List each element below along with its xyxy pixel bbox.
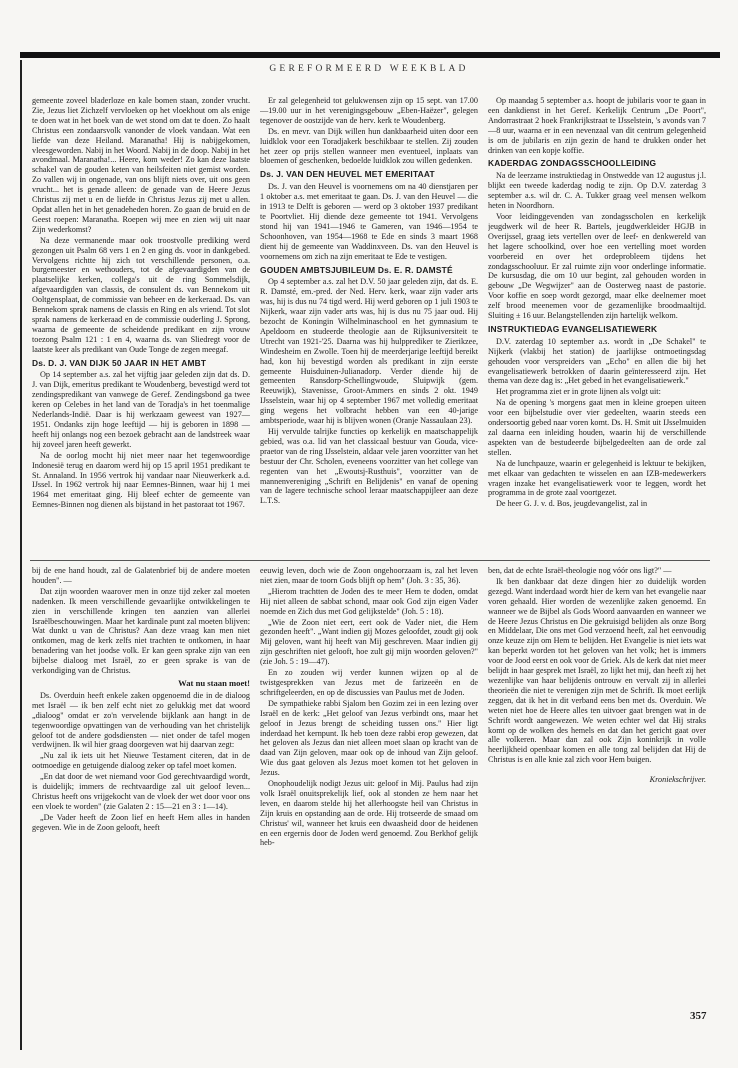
- upper-column-2: [260, 96, 478, 556]
- paragraph: Hij vervulde talrijke functies op kerkelijk en maatschappelijk gebied, was o.a. lid van het classicaal bestuur van Gouda, vice-praetor van de ring IJsselstein, aldaar vele jaren voorzitter van het bestuur der Chr. Scholen, eveneens voorzitter van het college van regenten van het „Ewoutsj-Rusthuis", voorzitter van de mannenvereniging „Schrift en Belijdenis" en vanaf de opening van de lagere technische school leraar maatschappijleer aan deze L.T.S.: [260, 427, 478, 506]
- page-number: 357: [690, 1010, 707, 1022]
- section-divider: [30, 560, 710, 561]
- paragraph: Na deze vermanende maar ook troostvolle prediking werd gezongen uit Psalm 68 vers 1 en 2 en ging ds. voor in dankgebed. Vervolgens richtte hij zich tot verschillende personen, o.a. burgemeester en wethouders, tot de afgevaardigden van de plaatselijke kerken, collega's uit de ring Sommelsdijk, afgevaardigden van classis, de consulent ds. van Bennekom uit Ooltgensplaat, de commissie van beheer en de kerkeraad. Ds. van Bennekom sprak namens de classis en Ring en als vriend. Tot slot sprak namens de kerkeraad en de commissie ouderling J. Sprong, waarna de gemeente de scheidende predikant en zijn vrouw toezong Psalm 121 : 1 en 4, waarna ds. van Sliedregt voor de laatste keer als predikant van Oude Tonge de zegen meegaf.: [32, 235, 250, 354]
- paragraph: En zo zouden wij verder kunnen wijzen op al de twistgesprekken van Jezus met de farizeeën en de schriftgeleerden, en op de discussies van Paulus met de Joden.: [260, 668, 478, 697]
- lower-column-3: [488, 566, 706, 1006]
- paragraph: bij de ene hand houdt, zal de Galatenbrief bij de andere moeten houden". —: [32, 566, 250, 585]
- running-header: GEREFORMEERD WEEKBLAD: [269, 64, 469, 74]
- author-signature: Kroniekschrijver.: [649, 775, 706, 785]
- paragraph: Dat zijn woorden waarover men in onze tijd zeker zal moeten nadenken. Ik meen verschillende gevaarlijke ontwikkelingen te zien in verschillende kringen ten aanzien van allerlei Israëlbeschouwingen. Maar het kardinale punt zal moeten blijven: Wat dunkt u van de Christus? Aan deze vraag kan men niet ontkomen, mag de kerk zelfs niet trachten te ontkomen, in haar benadering van het joodse volk. Er kan geen sprake zijn van een bijbelse dialoog met Israël, zo er geen sprake is van de verkondiging van de Christus.: [32, 586, 250, 676]
- paragraph: „Nu zal ik iets uit het Nieuwe Testament citeren, dat in de ootmoedige en getuigende dialoog zeker op tafel moet komen.: [32, 751, 250, 771]
- lower-column-2: [260, 566, 478, 1006]
- header-rule: [20, 52, 720, 58]
- paragraph: „De Vader heeft de Zoon lief en heeft Hem alles in handen gegeven. Wie in de Zoon gelooft, heeft: [32, 812, 250, 832]
- paragraph: gemeente zoveel bladerloze en kale bomen staan, zonder vrucht. Zie, Jezus liet Zichzelf vervloeken op het vloekhout om als enige te doen wat in het boek van de wet stond om dat te doen. Zo haalt Christus een zondaarsvolk vanonder de vloek vandaan. Wat een liefde van deze Heiland. Maranatha! Hij is nabijgekomen, vleesgeworden. Nabij in het Woord. Nabij in de doop. Nabij in het avondmaal. Maranatha!... Heere, kom weder! Zo kan deze laatste schakel van de gouden keten van heilsfeiten niet gemist worden. Zo vallen wij in ongenade, van ons blijft niets over, uit ons geen vrucht... het is genade alleen: de genade van de Heere Jezus Christus zij met u en de liefde in Christus Jezus zij met u allen. Opdat allen het in het genadeheden horen. Zo gaan de bruid en de Geest roepen: Maranatha. Roepen wij mee en zien wij uit naar Zijn wederkomst?: [32, 96, 250, 234]
- paragraph: Op 14 september a.s. zal het vijftig jaar geleden zijn dat ds. D. J. van Dijk, emeritus predikant te Woudenberg, bevestigd werd tot zendingspredikant van vanwege de Geref. Zendingsbond ga twee keren op Celebes in het land van de Toradja's in het toenmalige Nederlands-Indië. Daar is hij werkzaam geweest van 1927—1951. Ondanks zijn hoge leeftijd — hij is geboren in 1898 — heeft hij onlangs nog een bezoek gebracht aan de landstreek waar hij zoveel jaren heeft gewerkt.: [32, 370, 250, 449]
- paragraph: Er zal gelegenheid tot gelukwensen zijn op 15 sept. van 17.00—19.00 uur in het verenigingsgebouw „Eben-Haëzer", gelegen tegenover de oostzijde van de herv. kerk te Woudenberg.: [260, 96, 478, 125]
- paragraph: Het programma ziet er in grote lijnen als volgt uit:: [496, 387, 661, 397]
- lower-column-1: [32, 566, 250, 1006]
- paragraph: Na de lunchpauze, waarin er gelegenheid is lektuur te bekijken, met elkaar van gedachten te wisselen en aan IZB-medewerkers vragen inzake het evangelisatiewerk voor te leggen, wordt het programma in de grote zaal voortgezet.: [488, 458, 706, 498]
- paragraph: „Hierom trachtten de Joden des te meer Hem te doden, omdat Hij niet alleen de sabbat schond, maar ook God zijn eigen Vader noemde en Zich dus met God gelijkstelde" (Joh. 5 : 18).: [260, 586, 478, 616]
- paragraph: Ik ben dankbaar dat deze dingen hier zo duidelijk worden gezegd. Want inderdaad wordt hier de kern van het evangelie naar voren gehaald. Hier worden de wezenlijke zaken genoemd. En wanneer we de Bijbel als Gods Woord aanvaarden en wanneer we de Heere Jezus Christus en Die gekruisigd belijden als onze Borg en Middelaar, Die ons met God verzoend heeft, zal het eenvoudig onze keuze zijn om Hem te belijden. Het Evangelie is niet iets wat kan beperkt worden tot het geloven van het volk; het is immers voor de Jood eerst en ook voor de Griek. Als de kerk dat niet meer belijdt in haar gesprek met Israël, zo lijkt het mij, dan heeft zij het wezenlijke van haar belijdenis ontrouw en vervalt zij in allerlei theorieën die niet te verenigen zijn met de Schrift. Ik moet eerlijk zeggen, dat ik het in dit verband eens ben met ds. Overduin. We weten niet hoe de Heere alles ten uitvoer gaat brengen wat in de Schrift wordt aangewezen. We weten echter wel dat Hij straks komt op de wolken des hemels en dat dan het gericht gaat over alle volkeren. Maar dan zal ook Zijn koninkrijk in volle heerlijkheid openbaar komen en alle tong zal belijden dat Hij de Christus is en alle knie zal zich voor Hem buigen.: [488, 576, 706, 765]
- paragraph: Na de leerzame instruktiedag in Onstwedde van 12 augustus j.l. blijkt een tweede kaderdag nodig te zijn. Op D.V. zaterdag 3 september a.s. wil dr. C. A. Tukker graag veel mensen welkom heten in Noordhorn.: [488, 171, 706, 211]
- section-heading: KADERDAG ZONDAGSSCHOOLLEIDING: [488, 158, 657, 169]
- paragraph: Ds. Overduin heeft enkele zaken opgenoemd die in de dialoog met Israël — ik ben zelf echt niet zo gelukkig met dat woord „dialoog" omdat er zo'n vervelende bijklank aan hangt in de tegenwoordige opvattingen van de verhouding van het christelijk geloof tot de andere godsdiensten — niet onder de tafel mogen verdwijnen. Ik wil hier graag doorgeven wat hij daarvan zegt:: [32, 690, 250, 750]
- paragraph: eeuwig leven, doch wie de Zoon ongehoorzaam is, zal het leven niet zien, maar de toorn Gods blijft op hem" (Joh. 3 : 35, 36).: [260, 566, 478, 585]
- paragraph: De sympathieke rabbi Sjalom ben Gozim zei in een lezing over Israël en de kerk: „Het geloof van Jezus verbindt ons, maar het geloof in Jezus brengt de scheiding tussen ons." Hier ligt inderdaad het kernpunt. Ik heb toen deze rabbi erop gewezen, dat het geloven als Jezus dan niet alleen moet slaan op kracht van de daad van Zijn geloven, maar ook op de inhoud van Zijn geloof. Wie dus gaat geloven als Jezus moet komen tot het geloven in Jezus.: [260, 698, 478, 778]
- section-heading: GOUDEN AMBTSJUBILEUM Ds. E. R. DAMSTÉ: [260, 264, 453, 275]
- paragraph: Op maandag 5 september a.s. hoopt de jubilaris voor te gaan in een dankdienst in het Geref. Kerkelijk Centrum „De Poort", Andorrastraat 2 hoek Frankrijkstraat te IJsselstein, 's avonds van 7—8 uur, waarna er in een nevenzaal van dit centrum gelegenheid is om de jubilaris en zijn gezin de hand te drukken onder het drinken van een kopje koffie.: [488, 96, 706, 155]
- subheading: Wat nu staan moet!: [178, 677, 250, 688]
- paragraph: Na de oorlog mocht hij niet meer naar het tegenwoordige Indonesië terug en daarom werd hij op 15 april 1951 predikant te St. Annaland. In 1956 vertrok hij vandaar naar Nieuwerkerk a.d. IJssel. In 1962 vertrok hij naar Eemnes-Binnen, waar hij 1 mei 1964 met emeritaat ging. Hij bleef echter de gemeente van Eemnes-Binnen nog dienen als bijstand in het pastoraat tot 1967.: [32, 450, 250, 510]
- paragraph: „En dat door de wet niemand voor God gerechtvaardigd wordt, is duidelijk; immers de rechtvaardige zal uit geloof leven... Christus heeft ons vrijgekocht van de vloek der wet door voor ons een vloek te worden" (zie Galaten 2 : 15—21 en 3 : 1—14).: [32, 772, 250, 811]
- paragraph: „Wie de Zoon niet eert, eert ook de Vader niet, die Hem gezonden heeft". „Want indien gij Mozes geloofdet, zoudt gij ook Mij geloven, want hij heeft van Mij geschreven. Maar indien gij zijn geschriften niet gelooft, hoe zult gij mijn woorden geloven?" (zie Joh. 5 : 19—47).: [260, 617, 478, 667]
- paragraph: Na de opening 's morgens gaat men in kleine groepen uiteen voor een bijbelstudie over vier gedeelten, waarin steeds een ondersoortig gebed naar voren komt. Ds. H. Smit uit IJsselmuiden zal daarna een inleiding houden, waarin hij de verschillende aspekten van de bestudeerde bijbelgedeelten aan de orde zal stellen.: [488, 398, 706, 457]
- paragraph: De heer G. J. v. d. Bos, jeugdevangelist, zal in: [496, 499, 648, 509]
- paragraph: Onophoudelijk nodigt Jezus uit: geloof in Mij. Paulus had zijn volk Israël onuitsprekelijk lief, ook al stonden ze hem naar het leven, en daarom stelde hij het allerhoogste heil van Christus in Zijn kruis en opstanding aan de orde. Hij trotseerde de smaad om Christus' wil, wanneer het kruis een dwaasheid door de heidenen en een ergernis door de Joden werd genoemd. Zou Berkhof gelijk heb-: [260, 779, 478, 848]
- binding-edge: [20, 60, 22, 1050]
- paragraph: D.V. zaterdag 10 september a.s. wordt in „De Schakel" te Nijkerk (vlakbij het station) de jaarlijkse ontmoetingsdag gehouden voor verspreiders van „Echo" en allen die bij het evangelisatiewerk betrokken of daarin geïnteresseerd zijn. Het thema van deze dag is: „Het gebed in het evangelisatiewerk.": [488, 336, 706, 386]
- paragraph: Ds. en mevr. van Dijk willen hun dankbaarheid uiten door een luidklok voor een Toradjakerk beschikbaar te stellen. Zij zouden het zeer op prijs stellen wanneer men eventueel, inplaats van bloemen of geschenken, bedoelde luidklok zou willen gedenken.: [260, 126, 478, 166]
- upper-column-3: [488, 96, 706, 556]
- paragraph: Op 4 september a.s. zal het D.V. 50 jaar geleden zijn, dat ds. E. R. Damsté, em.-pred. der Ned. Herv. kerk, waar zijn vader arts was, hij is dus nu 74 tigd werd. Hij werd geboren op 1 juli 1903 te Nijkerk, waar zijn vader arts was, hij is dus nu 75 jaar oud. Hij bezocht de Koningin Wilhelminaschool en het gymnasium te Apeldoorn en studeerde theologie aan de Rijksuniversiteit te Utrecht van 1921-'25. Daarna was hij hulpprediker te Zierikzee, Windesheim en Zwolle. Toen hij de meerderjarige leeftijd bereikt had, kon hij bevestigd worden als predikant in zijn eerste gemeente Huisduinen-Julianadorp. Verder diende hij de gemeenten Ransdorp-Schellingwoude, Sluipwijk (gem. Reeuwijk), Stavenisse, Groot-Ammers en sinds 2 okt. 1949 IJsselstein, waar hij op 4 september 1967 met volledig emeritaat ging wegens het volbracht hebben van een 40-jarige ambtsperiode, waar hij is blijven wonen (Oranje Nassaulaan 23).: [260, 277, 478, 426]
- paragraph: Ds. J. van den Heuvel is voornemens om na 40 dienstjaren per 1 oktober a.s. met emeritaat te gaan. Ds. J. van den Heuvel — die in 1913 te Delft is geboren — werd op 3 oktober 1937 predikant te Poortvliet. Hij diende deze gemeente tot 1941. Vervolgens stond hij van 1941—1946 te Gameren, van 1946—1954 te Schoonhoven, van 1954—1968 te Ede en sinds 3 maart 1968 dient hij de gemeente van Waddinxveen. Ds. van den Heuvel is voornemens om zich na zijn emeritaat te Ede te vestigen.: [260, 182, 478, 261]
- section-heading: Ds. D. J. VAN DIJK 50 JAAR IN HET AMBT: [32, 357, 207, 368]
- section-heading: Ds. J. VAN DEN HEUVEL MET EMERITAAT: [260, 169, 435, 180]
- paragraph: Voor leidinggevenden van zondagsscholen en kerkelijk jeugdwerk wil de heer R. Bartels, jeugdwerkleider HGJB in Overijssel, graag iets vertellen over de leef- en denkwereld van het lagere schoolkind, over hoe een vertelling moet worden voorbereid en over het ordeprobleem tijdens het zondagsschooluur. Er zal ruimte zijn voor onderlinge informatie. De kursusdag, die om 10 uur begint, zal gehouden worden in gebouw „De Wegwijzer" aan de Oosterweg naast de pastorie. Voor koffie en soep wordt gezorgd, maar elke deelnemer moet zelf brood meenemen voor de gezamenlijke broodmaaltijd. Sluiting ± 16 uur. Belangstellenden zijn hartelijk welkom.: [488, 211, 706, 321]
- upper-column-1: [32, 96, 250, 556]
- paragraph: ben, dat de echte Israël-theologie nog vóór ons ligt?" —: [488, 566, 672, 575]
- section-heading: INSTRUKTIEDAG EVANGELISATIEWERK: [488, 323, 658, 334]
